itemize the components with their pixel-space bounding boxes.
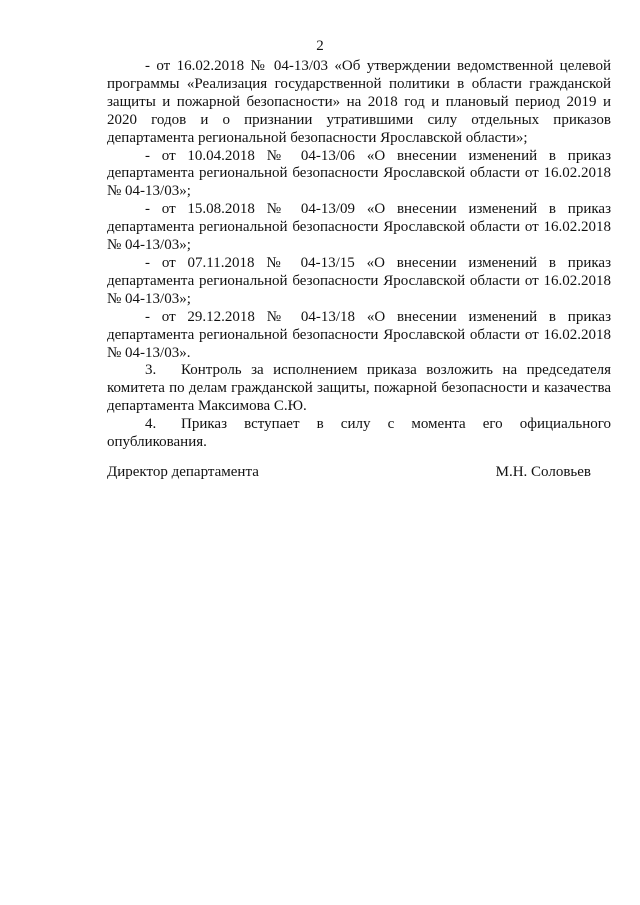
signatory-name: М.Н. Соловьев	[495, 464, 591, 480]
paragraph-number: 4.	[145, 416, 157, 433]
paragraph-text: Приказ вступает в силу с момента его официального опубликования.	[107, 416, 611, 451]
document-body	[107, 58, 611, 452]
list-item: - от 10.04.2018 № 04-13/06 «О внесении изменений в приказ департамента региональной безопасности Ярославской области от 16.02.2018 № 04-13/03»;	[107, 147, 611, 200]
numbered-paragraph	[107, 362, 611, 416]
list-item: - от 15.08.2018 № 04-13/09 «О внесении изменений в приказ департамента региональной безопасности Ярославской области от 16.02.2018 № 04-13/03»;	[107, 201, 611, 254]
page-number: 2	[316, 38, 324, 54]
signatory-title: Директор департамента	[107, 464, 259, 480]
list-item: - от 29.12.2018 № 04-13/18 «О внесении изменений в приказ департамента региональной безопасности Ярославской области от 16.02.2018 № 04-13/03».	[107, 308, 611, 361]
list-item: - от 16.02.2018 № 04-13/03 «Об утверждении ведомственной целевой программы «Реализация государственной политики в области гражданской защиты и пожарной безопасности» на 2018 год и плановый период 2019 и 2020 годов и о признании утратившими силу отдельных приказов департамента региональной безопасности Ярославской области»;	[107, 58, 611, 146]
list-item: - от 07.11.2018 № 04-13/15 «О внесении изменений в приказ департамента региональной безопасности Ярославской области от 16.02.2018 № 04-13/03»;	[107, 254, 611, 307]
paragraph-number: 3.	[145, 362, 157, 379]
paragraph-text: Контроль за исполнением приказа возложить на председателя комитета по делам гражданской защиты, пожарной безопасности и казачества департамента Максимова С.Ю.	[107, 362, 611, 415]
numbered-paragraph	[107, 416, 611, 452]
